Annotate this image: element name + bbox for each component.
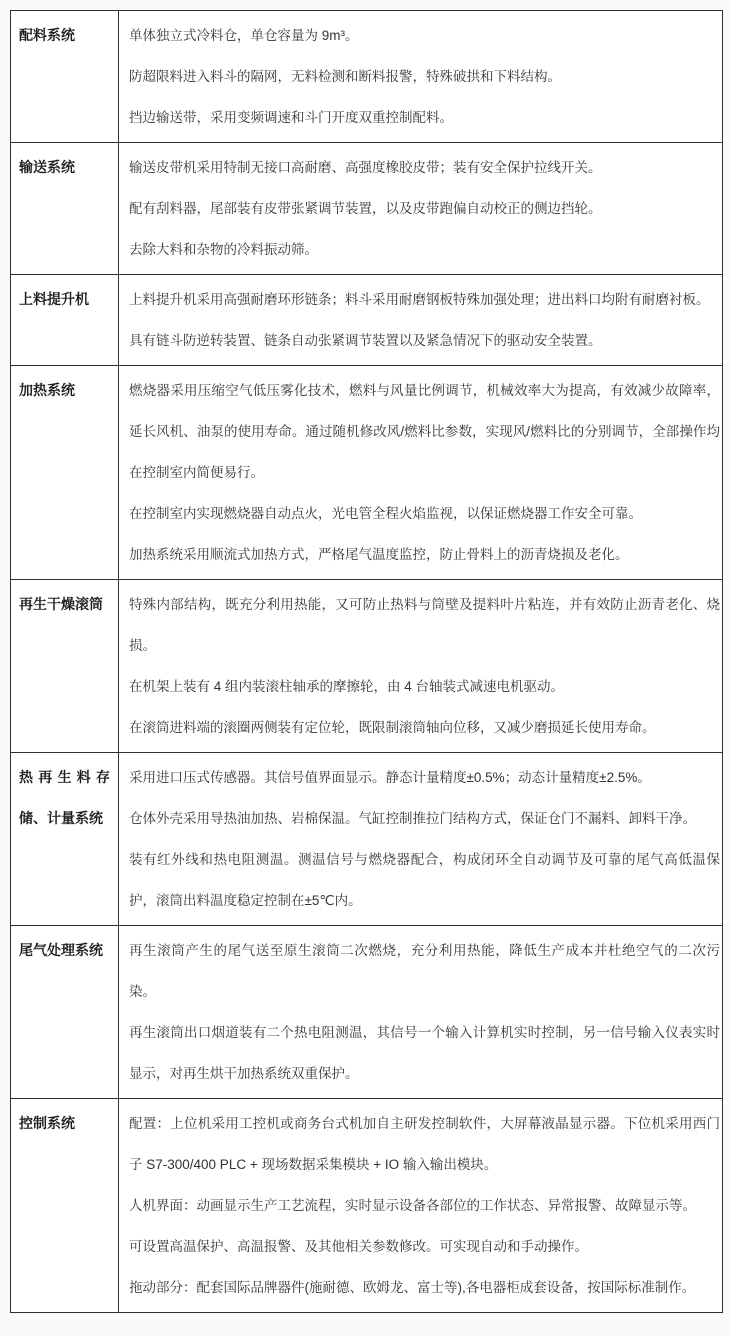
table-row xyxy=(11,1099,723,1313)
row-label: 尾气处理系统 xyxy=(11,926,119,1099)
spec-paragraph: 装有红外线和热电阻测温。测温信号与燃烧器配合，构成闭环全自动调节及可靠的尾气高低温保护，滚筒出料温度稳定控制在±5℃内。 xyxy=(129,852,720,908)
spec-paragraph: 再生滚筒出口烟道装有二个热电阻测温，其信号一个输入计算机实时控制，另一信号输入仪表实时显示，对再生烘干加热系统双重保护。 xyxy=(129,1025,720,1081)
spec-paragraph: 上料提升机采用高强耐磨环形链条；料斗采用耐磨钢板特殊加强处理；进出料口均附有耐磨衬板。 xyxy=(129,292,710,307)
row-content xyxy=(119,926,723,1099)
spec-paragraph: 特殊内部结构，既充分利用热能，又可防止热料与筒壁及提料叶片粘连，并有效防止沥青老化、烧损。 xyxy=(129,597,720,653)
spec-paragraph: 在滚筒进料端的滚圈两侧装有定位轮，既限制滚筒轴向位移，又减少磨损延长使用寿命。 xyxy=(129,720,656,735)
table-row xyxy=(11,275,723,366)
spec-paragraph: 配有刮料器，尾部装有皮带张紧调节装置，以及皮带跑偏自动校正的侧边挡轮。 xyxy=(129,201,602,216)
table-row xyxy=(11,11,723,143)
spec-paragraph: 单体独立式冷料仓，单仓容量为 9m³。 xyxy=(129,28,359,43)
spec-paragraph: 防超限料进入料斗的隔网，无料检测和断料报警，特殊破拱和下料结构。 xyxy=(129,69,561,84)
row-label: 配料系统 xyxy=(11,11,119,143)
spec-paragraph: 在机架上装有 4 组内装滚柱轴承的摩擦轮，由 4 台轴装式减速电机驱动。 xyxy=(129,679,565,694)
spec-paragraph: 拖动部分：配套国际品牌器件(施耐德、欧姆龙、富士等),各电器柜成套设备，按国际标准制作。 xyxy=(129,1280,696,1295)
row-content xyxy=(119,366,723,580)
spec-paragraph: 采用进口压式传感器。其信号值界面显示。静态计量精度±0.5%；动态计量精度±2.5%。 xyxy=(129,770,651,785)
table-row xyxy=(11,753,723,926)
spec-paragraph: 具有链斗防逆转装置、链条自动张紧调节装置以及紧急情况下的驱动安全装置。 xyxy=(129,333,602,348)
spec-paragraph: 仓体外壳采用导热油加热、岩棉保温。气缸控制推拉门结构方式，保证仓门不漏料、卸料干净。 xyxy=(129,811,696,826)
table-row xyxy=(11,926,723,1099)
spec-paragraph: 再生滚筒产生的尾气送至原生滚筒二次燃烧，充分利用热能，降低生产成本并杜绝空气的二次污染。 xyxy=(129,943,720,999)
row-content xyxy=(119,275,723,366)
spec-paragraph: 加热系统采用顺流式加热方式，严格尾气温度监控，防止骨料上的沥青烧损及老化。 xyxy=(129,547,629,562)
spec-paragraph: 人机界面：动画显示生产工艺流程，实时显示设备各部位的工作状态、异常报警、故障显示等。 xyxy=(129,1198,696,1213)
table-row xyxy=(11,366,723,580)
spec-paragraph: 挡边输送带，采用变频调速和斗门开度双重控制配料。 xyxy=(129,110,453,125)
row-label: 上料提升机 xyxy=(11,275,119,366)
row-content xyxy=(119,1099,723,1313)
row-label: 控制系统 xyxy=(11,1099,119,1313)
spec-paragraph: 配置：上位机采用工控机或商务台式机加自主研发控制软件，大屏幕液晶显示器。下位机采用西门子 S7-300/400 PLC + 现场数据采集模块 + IO 输入输出模块。 xyxy=(129,1116,720,1172)
table-row xyxy=(11,580,723,753)
spec-paragraph: 输送皮带机采用特制无接口高耐磨、高强度橡胶皮带；装有安全保护拉线开关。 xyxy=(129,160,602,175)
row-label: 再生干燥滚筒 xyxy=(11,580,119,753)
spec-paragraph: 去除大料和杂物的冷料振动筛。 xyxy=(129,242,318,257)
row-label: 加热系统 xyxy=(11,366,119,580)
spec-paragraph: 可设置高温保护、高温报警、及其他相关参数修改。可实现自动和手动操作。 xyxy=(129,1239,588,1254)
spec-table-body xyxy=(11,11,723,1313)
spec-table xyxy=(10,10,723,1313)
table-row xyxy=(11,143,723,275)
spec-paragraph: 燃烧器采用压缩空气低压雾化技术，燃料与风量比例调节，机械效率大为提高，有效减少故障率，延长风机、油泵的使用寿命。通过随机修改风/燃料比参数，实现风/燃料比的分别调节，全部操作均在控制室内简便易行。 xyxy=(129,383,720,480)
row-label: 输送系统 xyxy=(11,143,119,275)
row-content xyxy=(119,11,723,143)
row-content xyxy=(119,753,723,926)
spec-paragraph: 在控制室内实现燃烧器自动点火，光电管全程火焰监视，以保证燃烧器工作安全可靠。 xyxy=(129,506,642,521)
row-label: 热再生料存储、计量系统 xyxy=(11,753,119,926)
row-content xyxy=(119,143,723,275)
row-content xyxy=(119,580,723,753)
